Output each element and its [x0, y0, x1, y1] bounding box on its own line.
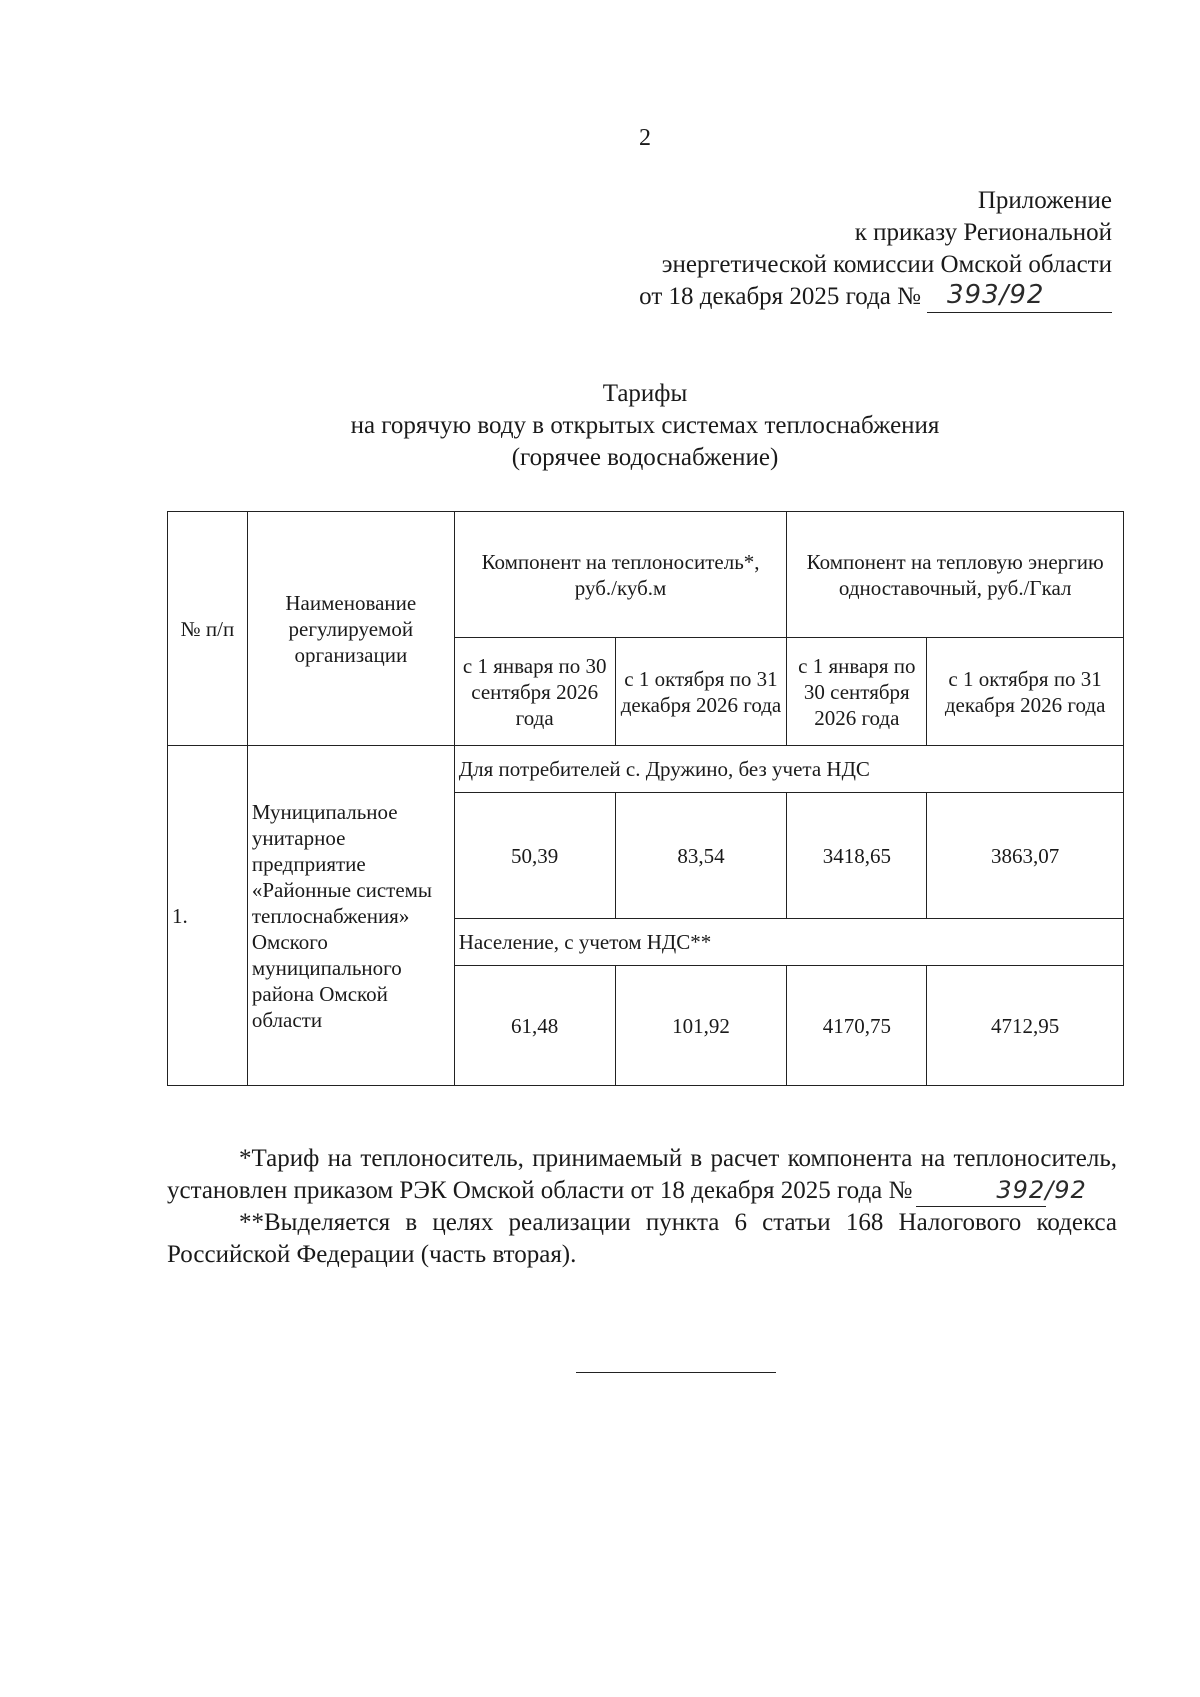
header-period-3: с 1 января по 30 сентября 2026 года [787, 638, 927, 746]
closing-rule [576, 1372, 776, 1373]
handwritten-footnote-order-number: 392/92 [996, 1176, 1087, 1204]
section-label-population: Население, с учетом НДС** [454, 919, 1123, 966]
title-line-1: Тарифы [602, 380, 688, 407]
value-cell: 101,92 [615, 966, 787, 1086]
header-coolant-component: Компонент на теплоноситель*, руб./куб.м [454, 512, 787, 638]
footnote-2: **Выделяется в целях реализации пункта 6 статьи 168 Налогового кодекса Российской Федерации (часть вторая). [167, 1209, 1117, 1268]
value-cell: 4712,95 [927, 966, 1124, 1086]
handwritten-order-number: 393/92 [947, 280, 1045, 310]
document-title [0, 378, 1200, 474]
appendix-line-3: энергетической комиссии Омской области [661, 251, 1112, 278]
appendix-order-line [639, 281, 1112, 313]
tariffs-table [167, 511, 1124, 1086]
appendix-header [639, 185, 1112, 313]
header-period-1: с 1 января по 30 сентября 2026 года [454, 638, 615, 746]
header-period-2: с 1 октября по 31 декабря 2026 года [615, 638, 787, 746]
footnote-1 [167, 1143, 1117, 1207]
header-org: Наименование регулируемой организации [247, 512, 454, 746]
appendix-date-text: от 18 декабря 2025 года № [639, 283, 921, 310]
header-num: № п/п [168, 512, 248, 746]
row-number: 1. [168, 746, 248, 1086]
header-period-4: с 1 октября по 31 декабря 2026 года [927, 638, 1124, 746]
value-cell: 3863,07 [927, 793, 1124, 919]
organization-name: Муниципальное унитарное предприятие «Районные системы теплоснабжения» Омского муниципального района Омской области [247, 746, 454, 1086]
title-line-2: на горячую воду в открытых системах теплоснабжения [350, 412, 940, 439]
value-cell: 83,54 [615, 793, 787, 919]
title-line-3: (горячее водоснабжение) [511, 444, 779, 471]
appendix-line-1: Приложение [977, 187, 1112, 214]
footnote-order-field [916, 1176, 1087, 1207]
appendix-line-2: к приказу Региональной [854, 219, 1112, 246]
value-cell: 61,48 [454, 966, 615, 1086]
section-label-druzhino: Для потребителей с. Дружино, без учета НДС [454, 746, 1123, 793]
footnotes [167, 1143, 1117, 1271]
value-cell: 4170,75 [787, 966, 927, 1086]
order-number-field [927, 282, 1112, 313]
value-cell: 50,39 [454, 793, 615, 919]
footnote-1-text: *Тариф на теплоноситель, принимаемый в расчет компонента на теплоноситель, установлен приказом РЭК Омской области от 18 декабря 2025 года № [167, 1145, 1117, 1204]
header-heat-component: Компонент на тепловую энергию одноставочный, руб./Гкал [787, 512, 1124, 638]
value-cell: 3418,65 [787, 793, 927, 919]
page-number: 2 [639, 125, 651, 151]
